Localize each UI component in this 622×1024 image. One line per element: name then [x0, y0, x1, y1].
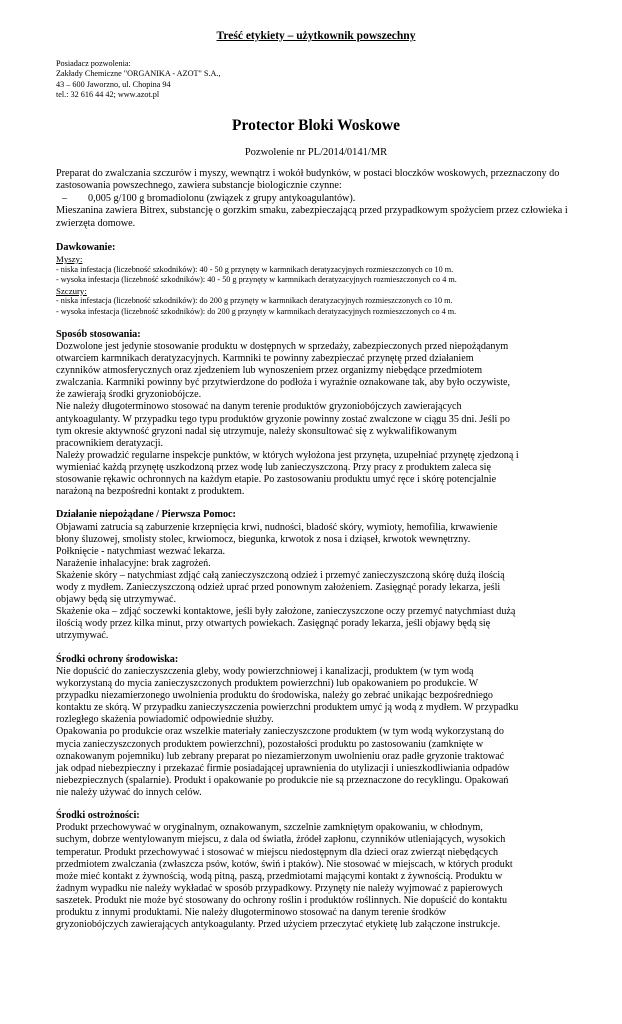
- text-line: Połknięcie - natychmiast wezwać lekarza.: [56, 545, 225, 557]
- dosage-section: [56, 242, 576, 318]
- bitrex-note: Mieszanina zawiera Bitrex, substancję o gorzkim smaku, zabezpieczającą przed przypadkowym spożyciem przez człowieka i zwierzęta domowe.: [56, 205, 568, 229]
- text-line: suchym, dobrze wentylowanym miejscu, z dala od światła, źródeł zapłonu, czynników utleniających, wysokich: [56, 834, 506, 846]
- document-header: Treść etykiety – użytkownik powszechny: [216, 30, 416, 42]
- text-line: błony śluzowej, smolisty stolec, krwiomocz, biegunka, krwotok z nosa i dziąseł, krwotok wewnętrzny.: [56, 533, 471, 545]
- text-line: stosowanie rękawic ochronnych na każdym etapie. Po zastosowaniu produktu umyć ręce i skórę potencjalnie: [56, 474, 497, 485]
- usage-section: [56, 329, 576, 499]
- text-line: mycia zanieczyszczonych produktem powierzchni), pozostałości produktu po zastosowaniu (zamknięte w: [56, 738, 484, 750]
- text-line: kontaktu ze skórą. W przypadku zanieczyszczenia powierzchni produktem umyć ją wodą z mydłem. W przypadku: [56, 702, 519, 714]
- permit-holder-block: [56, 59, 576, 101]
- text-line: pracownikiem deratyzacji.: [56, 437, 164, 449]
- text-line: jak odpad niebezpieczny i przekazać firmie posiadającej uprawnienia do utylizacji i unieszkodliwiania odpadów: [56, 762, 510, 774]
- text-line: Dozwolone jest jedynie stosowanie produktu w dostępnych w sprzedaży, zabezpieczonych przed niepożądanym: [56, 340, 509, 352]
- text-line: antykoagulanty. W przypadku tego typu produktów gryzonie powinny zostać zwalczone w ciągu 35 dni. Jeśli po: [56, 413, 510, 425]
- text-line: wody z mydłem. Zanieczyszczoną odzież uprać przed ponownym założeniem. Zasięgnąć porady lekarza, jeśli: [56, 582, 501, 594]
- text-line: Objawami zatrucia są zaburzenie krzepnięcia krwi, nudności, bladość skóry, wymioty, hemofilia, krwawienie: [56, 521, 498, 533]
- text-line: Skażenie skóry – natychmiast zdjąć całą zanieczyszczoną odzież i przemyć zanieczyszczoną skórę dużą ilością: [56, 569, 505, 581]
- dash-bullet: –: [62, 192, 68, 204]
- section-body: [56, 522, 576, 643]
- text-line: Narażenie inhalacyjne: brak zagrożeń.: [56, 557, 211, 569]
- text-line: temperatur. Produkt przechowywać i stosować w miejscu niedostępnym dla dzieci oraz zwierząt niebędących: [56, 846, 498, 858]
- product-title: Protector Bloki Woskowe: [232, 116, 400, 134]
- adverse-effects-section: [56, 509, 576, 642]
- holder-line: tel.: 32 616 44 42; www.azot.pl: [56, 90, 160, 100]
- text-line: gryzoniobójczych zawierających antykoagulanty. Przed użyciem przeczytać etykietę lub załączone instrukcje.: [56, 919, 501, 931]
- mice-label: Myszy:: [56, 254, 83, 264]
- ingredient-text: 0,005 g/100 g bromadiolonu (związek z grupy antykoagulantów).: [88, 192, 356, 204]
- section-heading: Środki ochrony środowiska:: [56, 653, 179, 665]
- text-line: Należy prowadzić regularne inspekcje punktów, w których wyłożona jest przynęta, uzupełniać przynętę zjedzoną i: [56, 449, 519, 461]
- text-line: objawy będą się utrzymywać.: [56, 594, 176, 606]
- text-line: wykorzystaną do mycia zanieczyszczonych produktem powierzchni) lub opakowaniem po produkcie. W: [56, 678, 479, 690]
- section-heading: Sposób stosowania:: [56, 328, 141, 340]
- environment-section: [56, 654, 576, 799]
- text-line: otwarciem karmnikach deratyzacyjnych. Karmniki te powinny zabezpieczać przynętę przed działaniem: [56, 353, 474, 365]
- section-body: [56, 822, 576, 931]
- text-line: wymieniać każdą przynętę uszkodzoną przez wodę lub zanieczyszczoną. Przy pracy z produktem zaleca się: [56, 461, 491, 473]
- text-line: może mieć kontakt z żywnością, wodą pitną, paszą, przedmiotami mającymi kontakt z żywnością. Produktu w: [56, 870, 503, 882]
- text-line: Nie należy długoterminowo stosować na danym terenie produktów gryzoniobójczych zawierających: [56, 401, 462, 413]
- section-heading: Działanie niepożądane / Pierwsza Pomoc:: [56, 509, 236, 521]
- precautions-section: [56, 810, 576, 931]
- text-line: czynników atmosferycznych oraz zjedzeniem lub wynoszeniem przez organizmy niebędące przedmiotem: [56, 365, 483, 377]
- text-line: zwalczania. Karmniki powinny być przytwierdzone do podłoża i wyraźnie oznakowane tak, aby było oczywiste,: [56, 377, 511, 389]
- holder-line: 43 – 600 Jaworzno, ul. Chopina 94: [56, 79, 171, 89]
- text-line: nie należy używać do innych celów.: [56, 786, 202, 798]
- text-line: Nie dopuścić do zanieczyszczenia gleby, wody powierzchniowej i kanalizacji, produktem (w tym wodą: [56, 665, 474, 677]
- text-line: tym okresie aktywność gryzoni nadal się utrzymuje, należy skonsultować się z wykwalifikowanym: [56, 425, 457, 437]
- intro-text: Preparat do zwalczania szczurów i myszy, wewnątrz i wokół budynków, w postaci bloczków woskowych, przeznaczony do zastosowania powszechnego, zawiera substancje biologicznie czynne:: [56, 167, 560, 192]
- text-line: narażoną na bezpośredni kontakt z produktem.: [56, 486, 245, 498]
- text-line: przedmiotem zwalczania (zwłaszcza psów, kotów, świń i ptaków). Nie stosować w miejscach, w których produkt: [56, 858, 513, 870]
- text-line: rozległego skażenia powiadomić odpowiednie służby.: [56, 714, 274, 726]
- text-line: Opakowania po produkcie oraz wszelkie materiały zanieczyszczone produktem (w tym wodą wykorzystaną do: [56, 726, 504, 738]
- section-heading: Środki ostrożności:: [56, 809, 140, 821]
- text-line: że zawierają środki gryzoniobójcze.: [56, 389, 202, 401]
- rats-label: Szczury:: [56, 285, 87, 296]
- holder-line: Posiadacz pozwolenia:: [56, 59, 131, 68]
- text-line: oznakowanym pojemniku) lub zebrany preparat po niezamierzonym uwolnieniu oraz padłe gryzonie traktować: [56, 750, 505, 762]
- intro-section: [56, 168, 576, 231]
- section-body: [56, 341, 576, 498]
- text-line: niebezpiecznych (spalarnie). Produkt i opakowanie po produkcie nie są przeznaczone do recyklingu. Opakowań: [56, 774, 509, 786]
- text-line: ilością wody przez kilka minut, przy otwartych powiekach. Zasięgnąć porady lekarza, jeśli objawy będą się: [56, 618, 491, 630]
- dosage-line: - niska infestacja (liczebność szkodników): 40 - 50 g przynęty w karmnikach deratyzacyjnych rozmieszczonych co 10 m.: [56, 264, 454, 274]
- text-line: Skażenie oka – zdjąć soczewki kontaktowe, jeśli były założone, zanieczyszczone oczy przemyć natychmiast dużą: [56, 606, 516, 618]
- section-heading: Dawkowanie:: [56, 241, 116, 253]
- text-line: przypadku niezamierzonego uwolnienia produktu do środowiska, należy go zebrać unikając bezpośredniego: [56, 690, 493, 702]
- text-line: żadnym wypadku nie należy wykładać w sposób przypadkowy. Przynęty nie należy wyjmować z papierowych: [56, 882, 503, 894]
- section-body: [56, 666, 576, 799]
- text-line: Produkt przechowywać w oryginalnym, oznakowanym, szczelnie zamkniętym opakowaniu, w chłodnym,: [56, 822, 483, 834]
- text-line: saszetek. Produkt nie może być stosowany do ochrony roślin i produktów roślinnych. Nie dopuścić do kontaktu: [56, 894, 508, 906]
- permit-number: Pozwolenie nr PL/2014/0141/MR: [244, 146, 388, 158]
- dosage-line: - niska infestacja (liczebność szkodników): do 200 g przynęty w karmnikach deratyzacyjnych rozmieszczonych co 10 m.: [56, 296, 453, 306]
- dosage-line: - wysoka infestacja (liczebność szkodników): do 200 g przynęty w karmnikach deratyzacyjnych rozmieszczonych co 4 m.: [56, 306, 457, 316]
- label-document: [56, 0, 576, 931]
- dosage-line: - wysoka infestacja (liczebność szkodników): 40 - 50 g przynęty w karmnikach deratyzacyjnych rozmieszczonych co 4 m.: [56, 275, 457, 285]
- holder-line: Zakłady Chemiczne "ORGANIKA - AZOT" S.A.,: [56, 69, 221, 79]
- text-line: utrzymywać.: [56, 630, 109, 642]
- text-line: produktu z innymi produktami. Nie należy długoterminowo stosować na danym terenie środków: [56, 907, 447, 919]
- ingredient-item: [56, 193, 576, 206]
